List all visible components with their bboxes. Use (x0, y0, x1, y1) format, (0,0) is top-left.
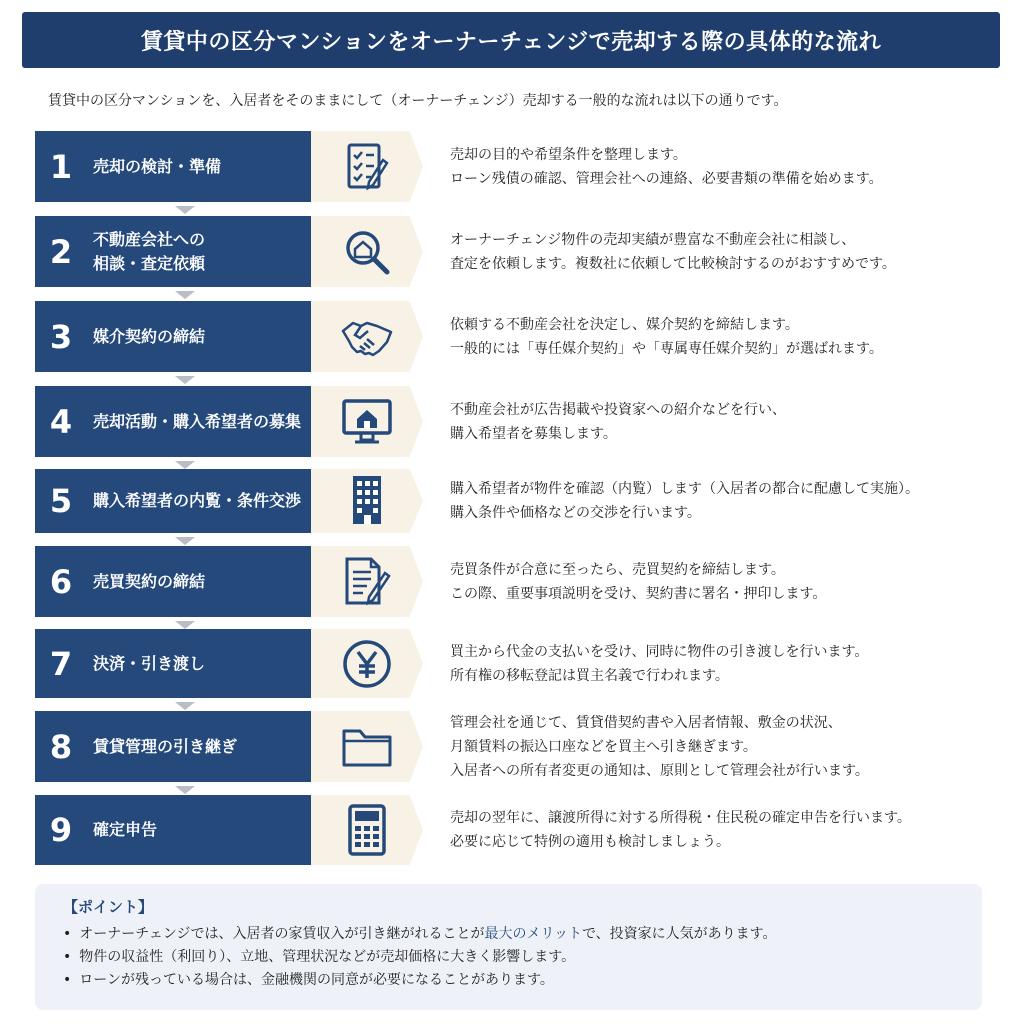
step-badge (35, 386, 311, 457)
step-badge (35, 301, 311, 372)
step-description-line: 管理会社を通じて、賃貸借契約書や入居者情報、敷金の状況、 (450, 714, 842, 731)
step-label (87, 410, 301, 434)
step-icon-box (311, 629, 423, 698)
step-label (87, 489, 301, 513)
step-description-line: 売却の目的や希望条件を整理します。 (450, 146, 687, 163)
step-connector-arrow (175, 291, 195, 299)
step-label-line: 売却活動・購入希望者の募集 (93, 411, 302, 431)
point-item (63, 969, 954, 992)
step-description (450, 216, 1010, 287)
step-label (87, 155, 221, 179)
point-text: 物件の収益性（利回り）、立地、管理状況などが売却価格に大きく影響します。 (79, 949, 576, 965)
step-number: 8 (49, 727, 73, 766)
step-description (450, 629, 1010, 698)
point-title: 【ポイント】 (63, 898, 154, 916)
step-label-line: 相談・査定依頼 (93, 253, 206, 273)
step-icon-box (311, 386, 423, 457)
point-item (63, 946, 954, 969)
step-description-line: 売却の翌年に、譲渡所得に対する所得税・住民税の確定申告を行います。 (450, 810, 911, 826)
checklist-icon (339, 139, 395, 195)
step-description-line: 月額賃料の振込口座などを買主へ引き継ぎます。 (450, 738, 757, 755)
step-1 (35, 131, 980, 202)
point-list (63, 923, 954, 992)
step-label (87, 228, 205, 276)
step-description-line: 一般的には「専任媒介契約」や「専属専任媒介契約」が選ばれます。 (450, 340, 883, 357)
step-2 (35, 216, 980, 287)
step-number: 3 (49, 317, 73, 356)
step-description-line: 買主から代金の支払いを受け、同時に物件の引き渡しを行います。 (450, 643, 869, 660)
step-connector-arrow (175, 376, 195, 384)
step-description (450, 301, 1010, 372)
yen-icon (339, 636, 395, 692)
step-description (450, 386, 1010, 457)
step-icon-box (311, 795, 423, 865)
step-label-line: 確定申告 (93, 820, 158, 839)
step-6 (35, 546, 980, 617)
step-3 (35, 301, 980, 372)
step-connector-arrow (175, 461, 195, 469)
step-label-line: 売買契約の締結 (93, 571, 206, 591)
step-description-line: 所有権の移転登記は買主名義で行われます。 (450, 667, 729, 684)
step-description-line: 不動産会社が広告掲載や投資家への紹介などを行い、 (450, 401, 786, 418)
step-label-line: 不動産会社への (93, 229, 206, 249)
step-badge (35, 131, 311, 202)
step-badge (35, 546, 311, 617)
step-badge (35, 216, 311, 287)
house-search-icon (339, 224, 395, 280)
step-label-line: 媒介契約の締結 (93, 326, 206, 346)
step-icon-box (311, 131, 423, 202)
step-number: 2 (49, 232, 73, 271)
step-description-line: 売買条件が合意に至ったら、売買契約を締結します。 (450, 561, 785, 578)
step-badge (35, 469, 311, 533)
building-icon (339, 473, 395, 529)
step-label-line: 購入希望者の内覧・条件交渉 (93, 491, 302, 510)
step-label (87, 570, 205, 594)
step-label (87, 325, 205, 349)
step-label-line: 決済・引き渡し (93, 653, 206, 673)
point-highlight: 最大のメリット (484, 926, 582, 942)
calculator-icon (339, 802, 395, 858)
step-number: 9 (49, 811, 73, 849)
step-label (87, 818, 157, 842)
step-4 (35, 386, 980, 457)
monitor-house-icon (339, 394, 395, 450)
contract-sign-icon (339, 554, 395, 610)
step-badge (35, 795, 311, 865)
step-description-line: ローン残債の確認、管理会社への連絡、必要書類の準備を始めます。 (450, 170, 883, 187)
step-icon-box (311, 216, 423, 287)
step-number: 4 (49, 402, 73, 441)
point-text: で、投資家に人気があります。 (581, 926, 777, 942)
step-label-line: 賃貸管理の引き継ぎ (93, 736, 238, 756)
step-description (450, 795, 1010, 865)
step-connector-arrow (175, 206, 195, 214)
step-description-line: オーナーチェンジ物件の売却実績が豊富な不動産会社に相談し、 (450, 231, 856, 248)
step-icon-box (311, 711, 423, 782)
step-description (450, 546, 1010, 617)
step-description-line: 購入希望者が物件を確認（内覧）します（入居者の都合に配慮して実施）。 (450, 481, 919, 497)
step-connector-arrow (175, 786, 195, 794)
step-label (87, 652, 205, 676)
step-description-line: 入居者への所有者変更の通知は、原則として管理会社が行います。 (450, 762, 869, 779)
step-number: 6 (49, 562, 73, 601)
step-number: 1 (49, 147, 73, 186)
step-badge (35, 629, 311, 698)
step-number: 7 (49, 644, 73, 683)
point-item (63, 923, 954, 946)
step-icon-box (311, 546, 423, 617)
point-box (35, 884, 982, 1010)
step-icon-box (311, 301, 423, 372)
step-description-line: 購入条件や価格などの交渉を行います。 (450, 505, 701, 521)
step-number: 5 (49, 482, 73, 520)
step-description-line: 購入希望者を募集します。 (450, 425, 617, 442)
step-9 (35, 795, 980, 865)
step-icon-box (311, 469, 423, 533)
step-5 (35, 469, 980, 533)
point-text: オーナーチェンジでは、入居者の家賃収入が引き継がれることが (79, 926, 485, 942)
step-label-line: 売却の検討・準備 (93, 156, 222, 176)
step-8 (35, 711, 980, 782)
step-badge (35, 711, 311, 782)
step-label (87, 735, 237, 759)
step-connector-arrow (175, 702, 195, 710)
title-bar (22, 12, 1000, 68)
step-description (450, 711, 1010, 782)
folder-icon (339, 719, 395, 775)
step-description-line: 必要に応じて特例の適用も検討しましょう。 (450, 834, 730, 850)
handshake-icon (339, 309, 395, 365)
step-description-line: 査定を依頼します。複数社に依頼して比較検討するのがおすすめです。 (450, 255, 896, 272)
step-connector-arrow (175, 621, 195, 629)
page-title: 賃貸中の区分マンションをオーナーチェンジで売却する際の具体的な流れ (140, 29, 882, 55)
intro-text: 賃貸中の区分マンションを、入居者をそのままにして（オーナーチェンジ）売却する一般的な流れは以下の通りです。 (48, 93, 788, 109)
point-text: ローンが残っている場合は、金融機関の同意が必要になることがあります。 (79, 972, 554, 988)
step-description (450, 469, 1010, 533)
step-description-line: この際、重要事項説明を受け、契約書に署名・押印します。 (450, 585, 827, 602)
step-7 (35, 629, 980, 698)
step-connector-arrow (175, 537, 195, 545)
step-description (450, 131, 1010, 202)
step-description-line: 依頼する不動産会社を決定し、媒介契約を締結します。 (450, 316, 799, 333)
